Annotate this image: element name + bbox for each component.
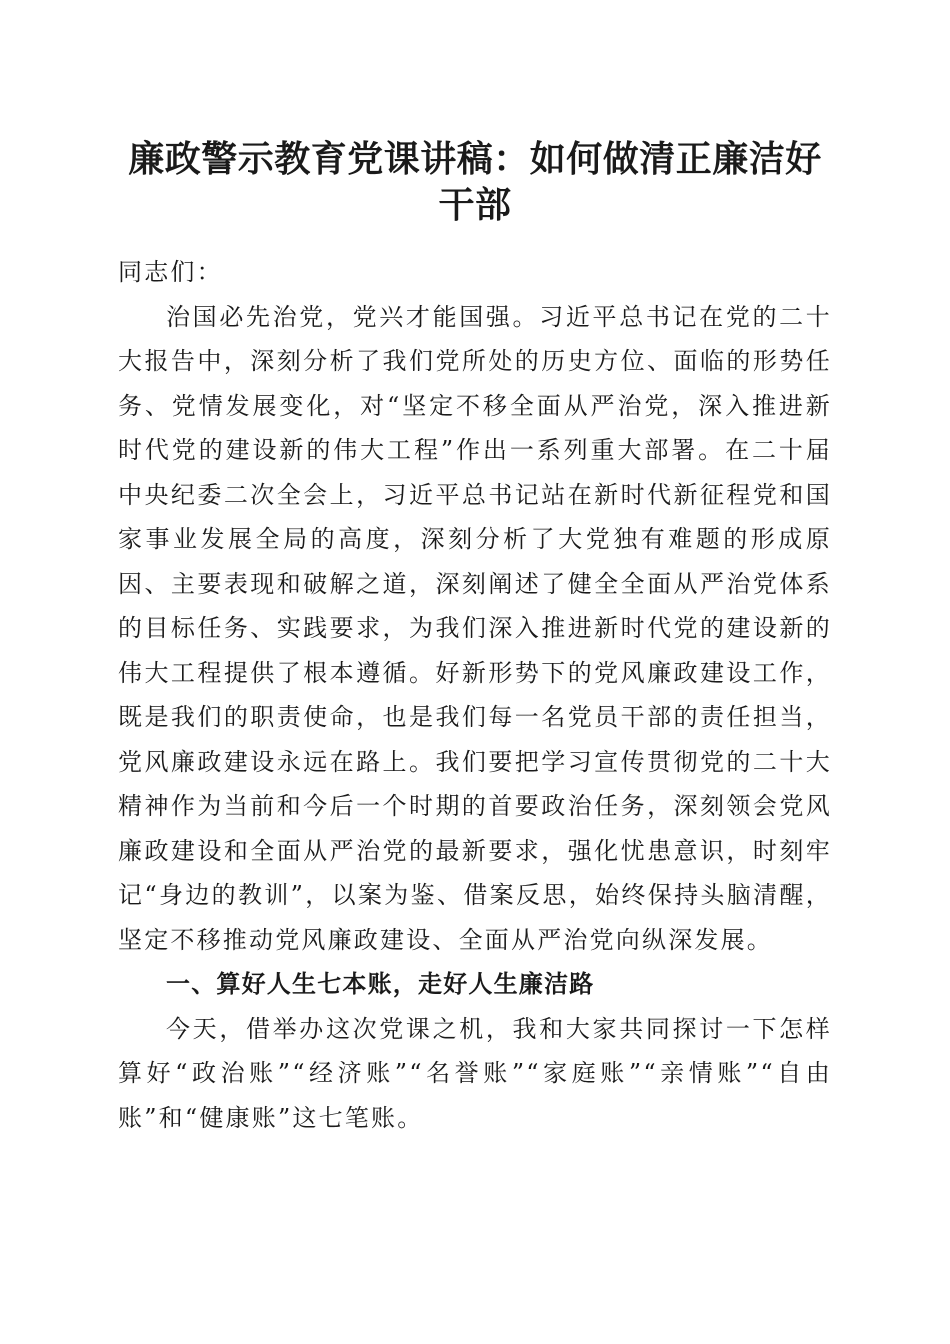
document-title: 廉政警示教育党课讲稿：如何做清正廉洁好干部: [128, 138, 822, 226]
paragraph-section-1: 今天，借举办这次党课之机，我和大家共同探讨一下怎样算好“政治账”“经济账”“名誉账”“家庭账”“亲情账”“自由账”和“健康账”这七笔账。: [118, 1014, 832, 1132]
salutation: 同志们：: [118, 258, 223, 286]
document-body: [118, 250, 832, 1140]
paragraph-intro: 治国必先治党，党兴才能国强。习近平总书记在党的二十大报告中，深刻分析了我们党所处的历史方位、面临的形势任务、党情发展变化，对“坚定不移全面从严治党，深入推进新时代党的建设新的伟大工程”作出一系列重大部署。在二十届中央纪委二次全会上，习近平总书记站在新时代新征程党和国家事业发展全局的高度，深刻分析了大党独有难题的形成原因、主要表现和破解之道，深刻阐述了健全全面从严治党体系的目标任务、实践要求，为我们深入推进新时代党的建设新的伟大工程提供了根本遵循。好新形势下的党风廉政建设工作，既是我们的职责使命，也是我们每一名党员干部的责任担当，党风廉政建设永远在路上。我们要把学习宣传贯彻党的二十大精神作为当前和今后一个时期的首要政治任务，深刻领会党风廉政建设和全面从严治党的最新要求，强化忧患意识，时刻牢记“身边的教训”，以案为鉴、借案反思，始终保持头脑清醒，坚定不移推动党风廉政建设、全面从严治党向纵深发展。: [118, 302, 832, 954]
section-heading-1: 一、算好人生七本账，走好人生廉洁路: [166, 970, 595, 998]
